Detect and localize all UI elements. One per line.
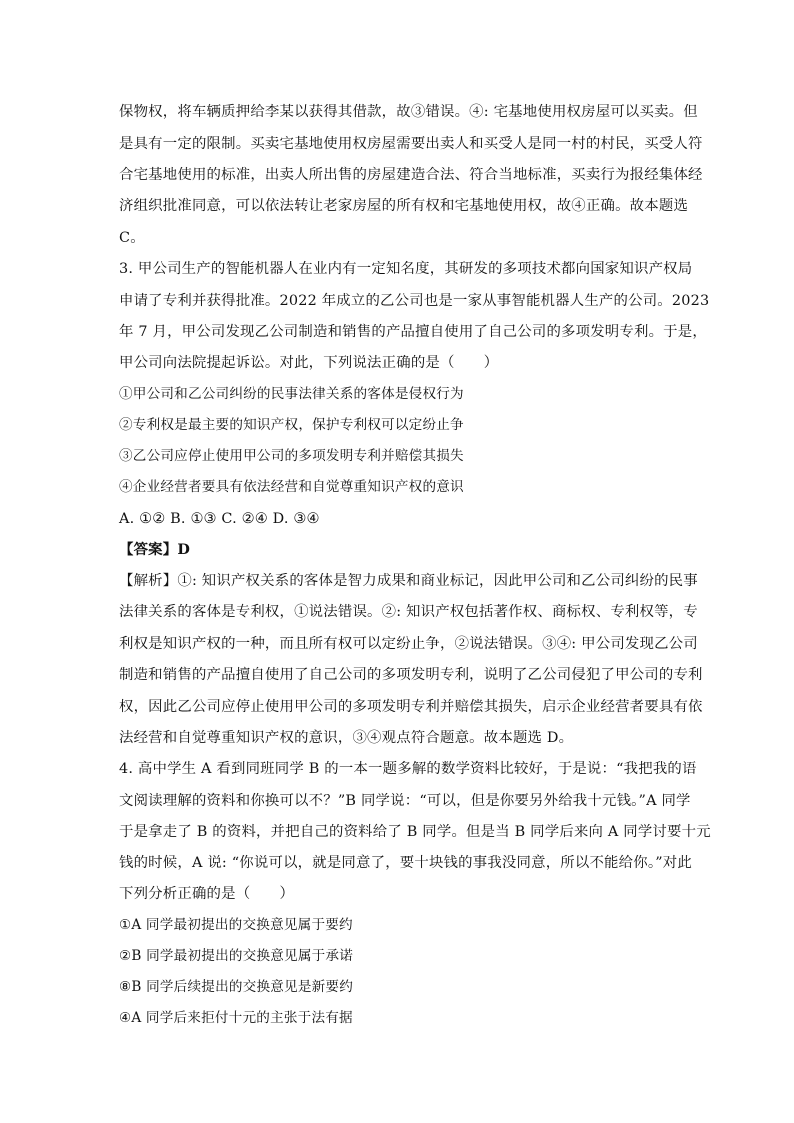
question-3-analysis: 法经营和自觉尊重知识产权的意识，③④观点符合题意。故本题选 D。 [119, 730, 574, 746]
text-line: 合宅基地使用的标准，出卖人所出售的房屋建造合法、符合当地标准，买卖行为报经集体经 [119, 167, 703, 183]
question-4-option: ②B 同学最初提出的交换意见属于承诺 [119, 948, 354, 964]
question-3-stem: 3. 甲公司生产的智能机器人在业内有一定知名度，其研发的多项技术都向国家知识产权局 [119, 261, 693, 277]
question-3-answer: 【答案】D [119, 541, 191, 558]
question-3-analysis: 法律关系的客体是专利权，①说法错误。②: 知识产权包括著作权、商标权、专利权等，专 [119, 604, 698, 620]
question-3-stem: 年 7 月，甲公司发现乙公司制造和销售的产品擅自使用了自己公司的多项发明专利。于是， [119, 324, 707, 340]
question-3-option: ②专利权是最主要的知识产权，保护专利权可以定纷止争 [119, 417, 464, 433]
text-line: 济组织批准同意，可以依法转让老家房屋的所有权和宅基地使用权，故④正确。故本题选 [119, 198, 689, 214]
question-4-stem: 于是拿走了 B 的资料，并把自己的资料给了 B 同学。但是当 B 同学后来向 A 同学讨要十元 [119, 824, 711, 840]
question-4-stem: 下列分析正确的是（ ） [119, 886, 295, 902]
question-3-option: ④企业经营者要具有依法经营和自觉尊重知识产权的意识 [119, 479, 464, 495]
text-line: 保物权，将车辆质押给李某以获得其借款，故③错误。④: 宅基地使用权房屋可以买卖。但 [119, 104, 698, 120]
question-4-stem: 4. 高中学生 A 看到同班同学 B 的一本一题多解的数学资料比较好，于是说：“我把我的语 [119, 761, 697, 777]
question-3-stem: 甲公司向法院提起诉讼。对此，下列说法正确的是（ ） [119, 355, 499, 371]
question-4-stem: 钱的时候，A 说: “你说可以，就是同意了，要十块钱的事我没同意，所以不能给你。”对此 [119, 855, 692, 871]
question-4-stem: 文阅读理解的资料和你换可以不？”B 同学说：“可以，但是你要另外给我十元钱。”A 同学 [119, 793, 691, 809]
question-3-analysis: 利权是知识产权的一种，而且所有权可以定纷止争，②说法错误。③④: 甲公司发现乙公司 [119, 636, 698, 652]
question-3-analysis: 【解析】①: 知识产权关系的客体是智力成果和商业标记，因此甲公司和乙公司纠纷的民事 [119, 573, 698, 589]
question-3-option: ①甲公司和乙公司纠纷的民事法律关系的客体是侵权行为 [119, 386, 464, 402]
question-3-analysis: 制造和销售的产品擅自使用了自己公司的多项发明专利，说明了乙公司侵犯了甲公司的专利 [119, 667, 703, 683]
question-3-analysis: 权，因此乙公司应停止使用甲公司的多项发明专利并赔偿其损失，启示企业经营者要具有依 [119, 699, 703, 715]
question-4-option: ④A 同学后来拒付十元的主张于法有据 [119, 1010, 353, 1026]
question-3-option: ③乙公司应停止使用甲公司的多项发明专利并赔偿其损失 [119, 448, 464, 464]
question-3-choices: A. ①② B. ①③ C. ②④ D. ③④ [119, 511, 320, 527]
question-4-option: ①A 同学最初提出的交换意见属于要约 [119, 917, 353, 933]
text-line: 是具有一定的限制。买卖宅基地使用权房屋需要出卖人和买受人是同一村的村民，买受人符 [119, 136, 703, 152]
question-3-stem: 申请了专利并获得批准。2022 年成立的乙公司也是一家从事智能机器人生产的公司。2023 [119, 293, 710, 309]
question-4-option: ⑧B 同学后续提出的交换意见是新要约 [119, 979, 354, 995]
text-line: C。 [119, 230, 145, 246]
